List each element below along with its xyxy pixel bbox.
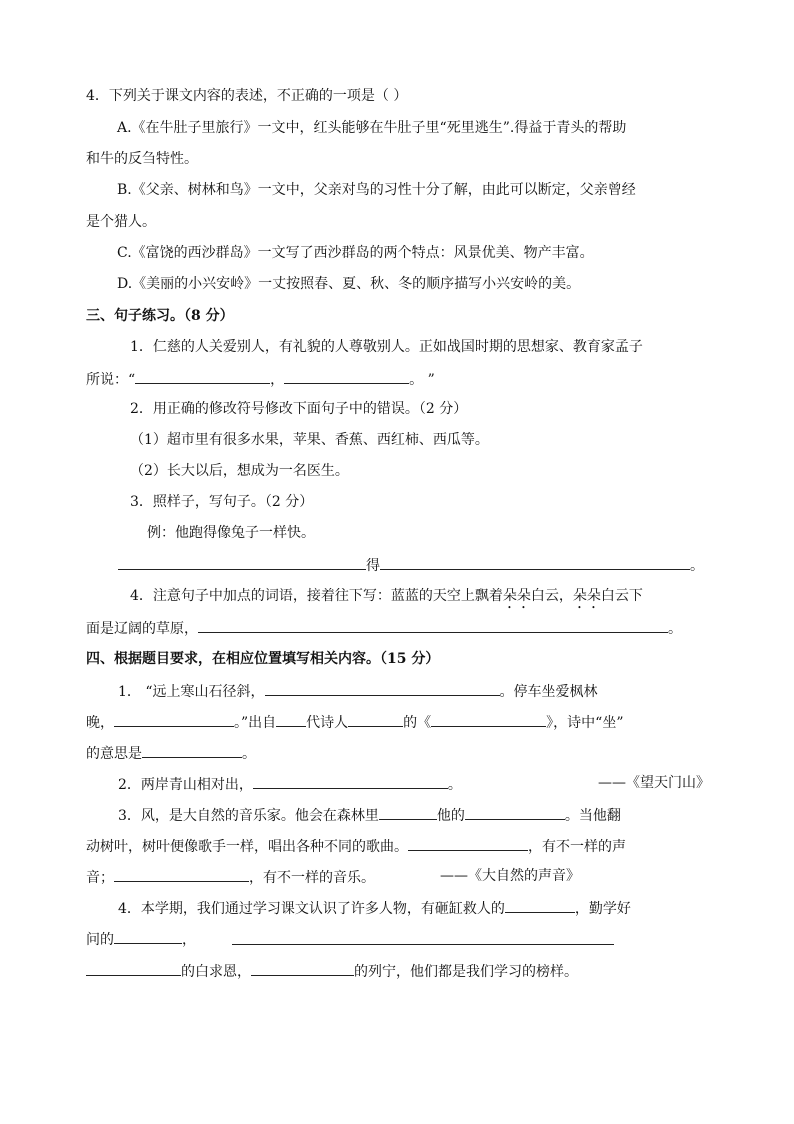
s4-q3-blank-1[interactable] [379,804,437,820]
s4-q1-e: 代诗人 [306,715,349,731]
s4-q1-blank-1[interactable] [265,680,500,696]
s4-q1-blank-poet[interactable] [348,711,403,727]
s4-q1-h: 的意思是 [86,746,142,762]
s4-q4-line3 [86,960,578,982]
s3-q1-comma: ， [270,372,285,388]
s3-q3-blank-2[interactable] [380,554,690,570]
s4-q4-blank-4[interactable] [86,960,181,976]
s4-q2-b: 。 [447,777,462,793]
s4-q1-line3 [86,742,256,764]
s4-q4-b: ，勤学好 [574,901,631,917]
q4-option-d: D.《美丽的小兴安岭》一丈按照春、夏、秋、冬的顺序描写小兴安岭的美。 [117,276,581,292]
q4-option-a-line1: A.《在牛肚子里旅行》一文中，红头能够在牛肚子里“死里逃生”.得益于青头的帮助 [117,120,627,136]
s3-q2: 2．用正确的修改符号修改下面句子中的错误。（2 分） [130,401,468,417]
s3-q4-dotted-word-2: 朵朵 [572,588,601,604]
s4-q2-source: ——《望天门山》 [598,775,710,791]
s3-q3-end: 。 [690,558,704,574]
s4-q1-f: 的《 [403,715,432,731]
s3-q1-end: 。 ” [409,372,435,388]
s4-q3-g: ，有不一样的音乐。 [249,870,375,886]
s4-q4-f: 的列宁，他们都是我们学习的榜样。 [354,964,578,980]
s3-q3-blank-1[interactable] [118,554,366,570]
s4-q2-a: 2．两岸青山相对出， [118,777,253,793]
s4-q1-i: 。 [242,746,256,762]
q4-option-b-line1: B.《父亲、树林和鸟》一文中，父亲对鸟的习性十分了解，由此可以断定，父亲曾经 [117,182,636,198]
s4-q3-line3 [86,866,375,888]
s4-q1-b: 。停车坐爱枫林 [499,684,598,700]
s4-q3-line2 [86,835,626,857]
s4-q3-c: 。当他翻 [564,808,621,824]
s4-q4-blank-3[interactable] [232,929,614,945]
s4-q3-blank-3[interactable] [408,835,528,851]
s4-q1-line1 [118,680,598,702]
section4-heading: 四、根据题目要求，在相应位置填写相关内容。（15 分） [86,651,440,667]
s3-q4-pre: 4．注意句子中加点的词语，接着往下写：蓝蓝的天空上飘着 [130,588,503,604]
s3-q4-blank[interactable] [198,617,668,633]
s4-q4-d: ， [182,932,196,948]
s3-q2-sentence-1: （1）超市里有很多水果，苹果、香蕉、西红柿、西瓜等。 [130,432,489,448]
q4-option-c: C.《富饶的西沙群岛》一文写了西沙群岛的两个特点：风景优美、物产丰富。 [117,245,594,261]
s4-q3-blank-2[interactable] [465,804,565,820]
s4-q4-a: 4．本学期，我们通过学习课文认识了许多人物，有砸缸救人的 [118,901,505,917]
s3-q4-mid: 白云， [530,588,573,604]
s4-q1-g: 》，诗中“坐” [546,715,624,731]
s4-q3-blank-4[interactable] [114,866,249,882]
s4-q3-source: ——《大自然的声音》 [440,868,580,884]
s4-q1-d: 。”出自 [234,715,277,731]
s4-q4-line2 [86,928,196,950]
s4-q3-f: 音； [86,870,114,886]
s3-q1-prefix: 所说：“ [86,372,136,388]
s4-q4-blank-5[interactable] [251,960,354,976]
s4-q3-d: 动树叶，树叶便像歌手一样，唱出各种不同的歌曲。 [86,839,408,855]
s4-q4-e: 的白求恩， [181,964,251,980]
s3-q1-blank-1[interactable] [135,368,270,384]
s3-q3: 3．照样子，写句子。（2 分） [130,494,314,510]
s3-q4-line1 [130,586,643,612]
s4-q2-line [118,773,462,795]
s4-q3-e: ，有不一样的声 [528,839,626,855]
s3-q4-post: 白云下 [600,588,643,604]
s4-q1-line2 [86,711,624,733]
s4-q1-blank-2[interactable] [114,711,234,727]
s3-q3-answer-line [118,554,704,576]
q4-stem: 4．下列关于课文内容的表述，不正确的一项是（ ） [86,88,408,104]
s4-q2-blank[interactable] [253,773,448,789]
s4-q4-line1 [118,897,631,919]
s3-q1-line1: 1．仁慈的人关爱别人，有礼貌的人尊敬别人。正如战国时期的思想家、教育家孟子 [130,339,643,355]
s3-q3-example: 例：他跑得像兔子一样快。 [147,525,315,541]
s4-q1-a: 1． “远上寒山石径斜， [118,684,265,700]
s4-q1-blank-meaning[interactable] [142,742,242,758]
s3-q2-sentence-2: （2）长大以后，想成为一名医生。 [130,463,349,479]
s4-q4-blank-2[interactable] [114,928,182,944]
q4-option-b-line2: 是个猎人。 [86,214,156,230]
s3-q4-line2-text: 面是辽阔的草原， [86,621,198,637]
section3-heading: 三、句子练习。（8 分） [86,308,234,324]
s3-q4-dotted-word-1: 朵朵 [502,588,531,604]
s4-q3-b: 他的 [436,808,465,824]
s4-q3-a: 3．风，是大自然的音乐家。他会在森林里 [118,808,379,824]
q4-option-a-line2: 和牛的反刍特性。 [86,151,198,167]
s4-q1-blank-title[interactable] [431,711,546,727]
s4-q1-c: 晚， [86,715,114,731]
s3-q3-de: 得 [366,558,380,574]
s3-q1-blank-2[interactable] [284,368,409,384]
s4-q1-blank-dynasty[interactable] [276,711,306,727]
s3-q1-line2 [86,368,435,390]
s3-q4-line2 [86,617,682,639]
s4-q3-line1 [118,804,621,826]
s4-q4-c: 问的 [86,932,114,948]
s4-q4-blank-1[interactable] [505,897,575,913]
s3-q4-end: 。 [668,621,682,637]
